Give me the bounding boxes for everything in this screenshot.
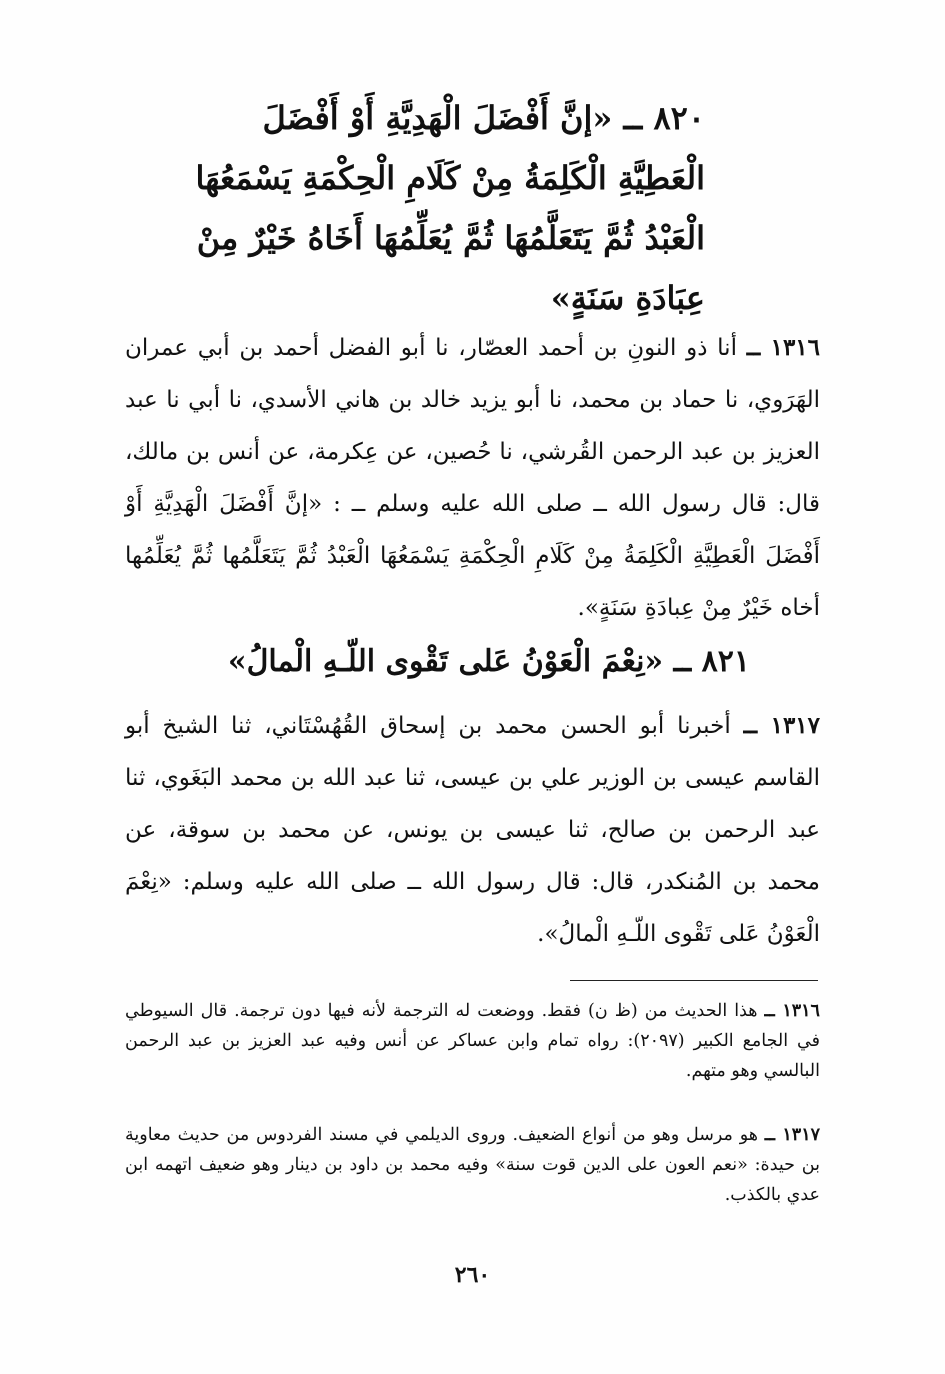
footnote-divider — [570, 980, 818, 981]
hadith-number-1316: ١٣١٦ ــ — [746, 334, 821, 361]
hadith-heading-820: ٨٢٠ ــ «إنَّ أَفْضَلَ الْهَدِيَّةِ أَوْ أَفْضَلَ الْعَطِيَّةِ الْكَلِمَةُ مِنْ كَلَامِ الْحِكْمَةِ يَسْمَعُهَا الْعَبْدُ ثُمَّ يَتَعَلَّمُهَا ثُمَّ يُعَلِّمُهَا أَخَاهُ خَيْرٌ مِنْ عِبَادَةِ سَنَةٍ» — [195, 99, 705, 317]
footnote-1317 — [125, 1120, 820, 1210]
hadith-paragraph-1316 — [125, 322, 820, 634]
footnote-text-1317: هو مرسل وهو من أنواع الضعيف. وروى الديلمي في مسند الفردوس من حديث معاوية بن حيدة: «نعم العون على الدين قوت سنة» وفيه محمد بن داود بن دينار وهو ضعيف اتهمه ابن عدي بالكذب. — [125, 1125, 820, 1205]
footnote-1316 — [125, 996, 820, 1086]
hadith-heading-821: ٨٢١ ــ «نِعْمَ الْعَوْنُ عَلى تَقْوى اللّـهِ الْمالُ» — [227, 644, 750, 679]
footnote-number-1317: ١٣١٧ ــ — [764, 1125, 820, 1145]
hadith-text-1317: أخبرنا أبو الحسن محمد بن إسحاق القُهُسْتَاني، ثنا الشيخ أبو القاسم عيسى بن الوزير علي بن عيسى، ثنا عبد الله بن محمد البَغَوي، ثنا عبد الرحمن بن صالح، ثنا عيسى بن يونس، عن محمد بن سوقة، عن محمد بن المُنكدر، قال: قال رسول الله ــ صلى الله عليه وسلم: «نِعْمَ الْعَوْنُ عَلى تَقْوى اللّـهِ الْمالُ». — [125, 713, 820, 947]
hadith-paragraph-1317 — [125, 700, 820, 960]
hadith-text-1316: أنا ذو النونِ بن أحمد العصّار، نا أبو الفضل أحمد بن أبي عمران الهَرَوي، نا حماد بن محمد، نا أبو يزيد خالد بن هاني الأسدي، نا أبي نا عبد العزيز بن عبد الرحمن القُرشي، نا حُصين، عن عِكرمة، عن أنس بن مالك، قال: قال رسول الله ــ صلى الله عليه وسلم ــ : «إنَّ أَفْضَلَ الْهَدِيَّةِ أَوْ أَفْضَلَ الْعَطِيَّةِ الْكَلِمَةُ مِنْ كَلَامِ الْحِكْمَةِ يَسْمَعُهَا الْعَبْدُ ثُمَّ يَتَعَلَّمُها ثُمَّ يُعَلِّمُها أخاه خَيْرٌ مِنْ عِبادَةِ سَنَةٍ». — [125, 335, 820, 621]
page-number: ٢٦٠ — [454, 1262, 491, 1288]
footnote-text-1316: هذا الحديث من (ظ ن) فقط. ووضعت له الترجمة لأنه فيها دون ترجمة. قال السيوطي في الجامع الكبير (٢٠٩٧): رواه تمام وابن عساكر عن أنس وفيه عبد العزيز بن عبد الرحمن البالسي وهو متهم. — [125, 1001, 820, 1081]
footnote-number-1316: ١٣١٦ ــ — [764, 1001, 820, 1021]
hadith-number-1317: ١٣١٧ ــ — [743, 712, 821, 739]
